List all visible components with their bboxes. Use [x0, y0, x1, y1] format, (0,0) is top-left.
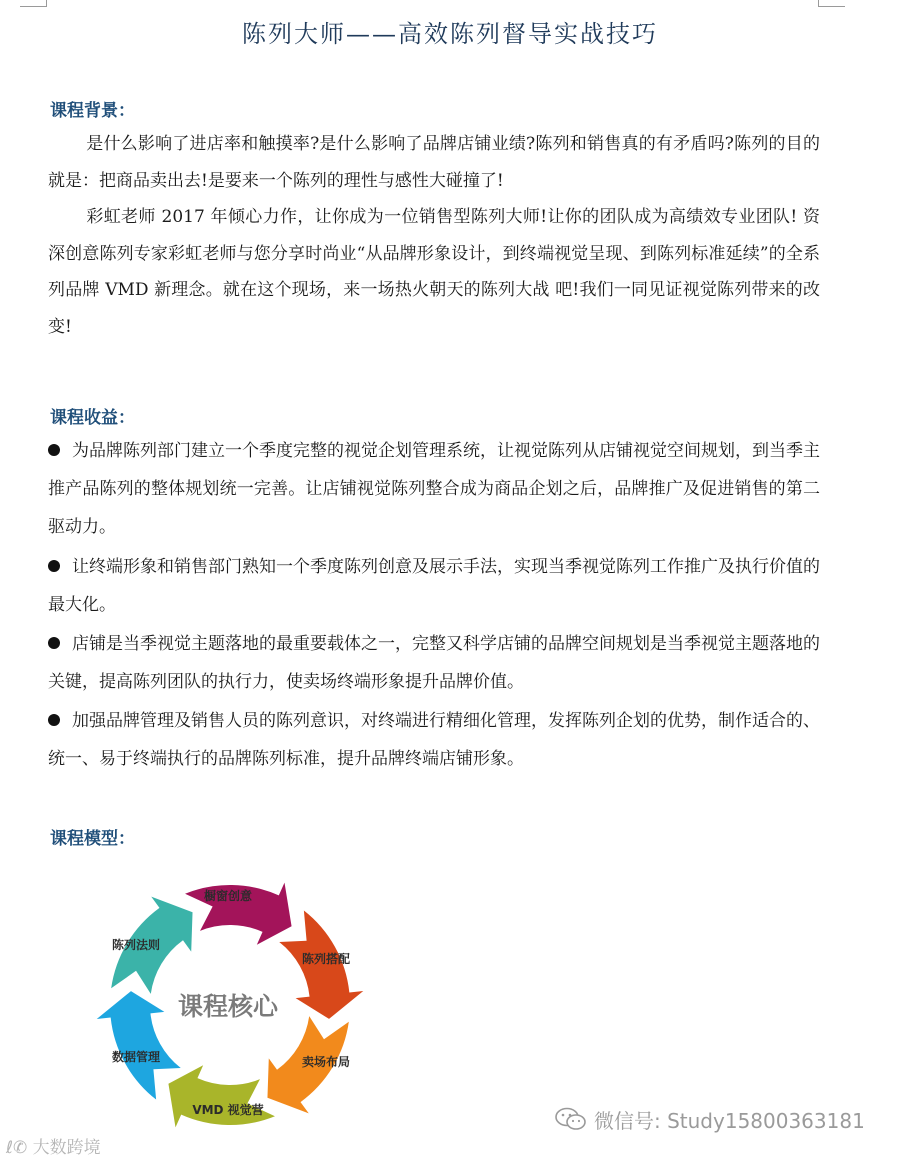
bullet-icon: [48, 714, 60, 726]
segment-label-matching: 陈列搭配: [301, 952, 351, 966]
diagram-center-label: 课程核心: [177, 992, 279, 1021]
wechat-id-text: 微信号: Study15800363181: [594, 1109, 865, 1133]
section-heading-model: 课程模型：: [50, 829, 135, 849]
site-logo-icon: ℓ✆: [6, 1138, 33, 1158]
background-paragraph-1: 是什么影响了进店率和触摸率?是什么影响了品牌店铺业绩?陈列和销售真的有矛盾吗?陈列的目的就是：把商品卖出去!是要来一个陈列的理性与感性大碰撞了!: [48, 134, 820, 191]
section-heading-background: 课程背景：: [50, 101, 135, 121]
bullet-icon: [48, 444, 60, 456]
cycle-arrow-segment: [168, 1065, 275, 1127]
segment-label-layout: 卖场布局: [301, 1055, 351, 1069]
site-watermark: [6, 1133, 101, 1158]
bullet-icon: [48, 637, 60, 649]
section-heading-benefits: 课程收益：: [50, 408, 135, 428]
page-corner-mark-right: [818, 0, 845, 7]
wechat-icon: [554, 1107, 588, 1131]
segment-label-vmd: VMD 视觉营: [192, 1103, 264, 1117]
cycle-arrow-segment: [97, 991, 181, 1099]
page-corner-mark-left: [20, 0, 47, 7]
segment-label-window: 橱窗创意: [203, 889, 253, 903]
segment-label-data: 数据管理: [111, 1050, 161, 1064]
site-watermark-text: 大数跨境: [32, 1138, 101, 1158]
background-paragraph-2: 彩虹老师 2017 年倾心力作，让你成为一位销售型陈列大师!让你的团队成为高绩效专业团队! 资深创意陈列专家彩虹老师与您分享时尚业“从品牌形象设计，到终端视觉呈现、到陈列标准延续”的全系列品牌 VMD 新理念。就在这个现场，来一场热火朝天的陈列大战 吧!我们一同见证视觉陈列带来的改变!: [48, 207, 820, 337]
course-core-cycle-diagram: [80, 855, 400, 1155]
benefit-item: 加强品牌管理及销售人员的陈列意识，对终端进行精细化管理，发挥陈列企划的优势，制作适合的、统一、易于终端执行的品牌陈列标准，提升品牌终端店铺形象。: [48, 711, 820, 769]
benefit-item: 为品牌陈列部门建立一个季度完整的视觉企划管理系统，让视觉陈列从店铺视觉空间规划，到当季主推产品陈列的整体规划统一完善。让店铺视觉陈列整合成为商品企划之后，品牌推广及促进销售的第二驱动力。: [48, 441, 820, 537]
benefit-item: 店铺是当季视觉主题落地的最重要载体之一，完整又科学店铺的品牌空间规划是当季视觉主题落地的关键，提高陈列团队的执行力，使卖场终端形象提升品牌价值。: [48, 634, 820, 692]
wechat-watermark: [554, 1105, 865, 1134]
document-title: 陈列大师——高效陈列督导实战技巧: [242, 20, 658, 48]
segment-label-rules: 陈列法则: [111, 938, 161, 952]
bullet-icon: [48, 560, 60, 572]
benefit-item: 让终端形象和销售部门熟知一个季度陈列创意及展示手法，实现当季视觉陈列工作推广及执行价值的最大化。: [48, 557, 820, 615]
